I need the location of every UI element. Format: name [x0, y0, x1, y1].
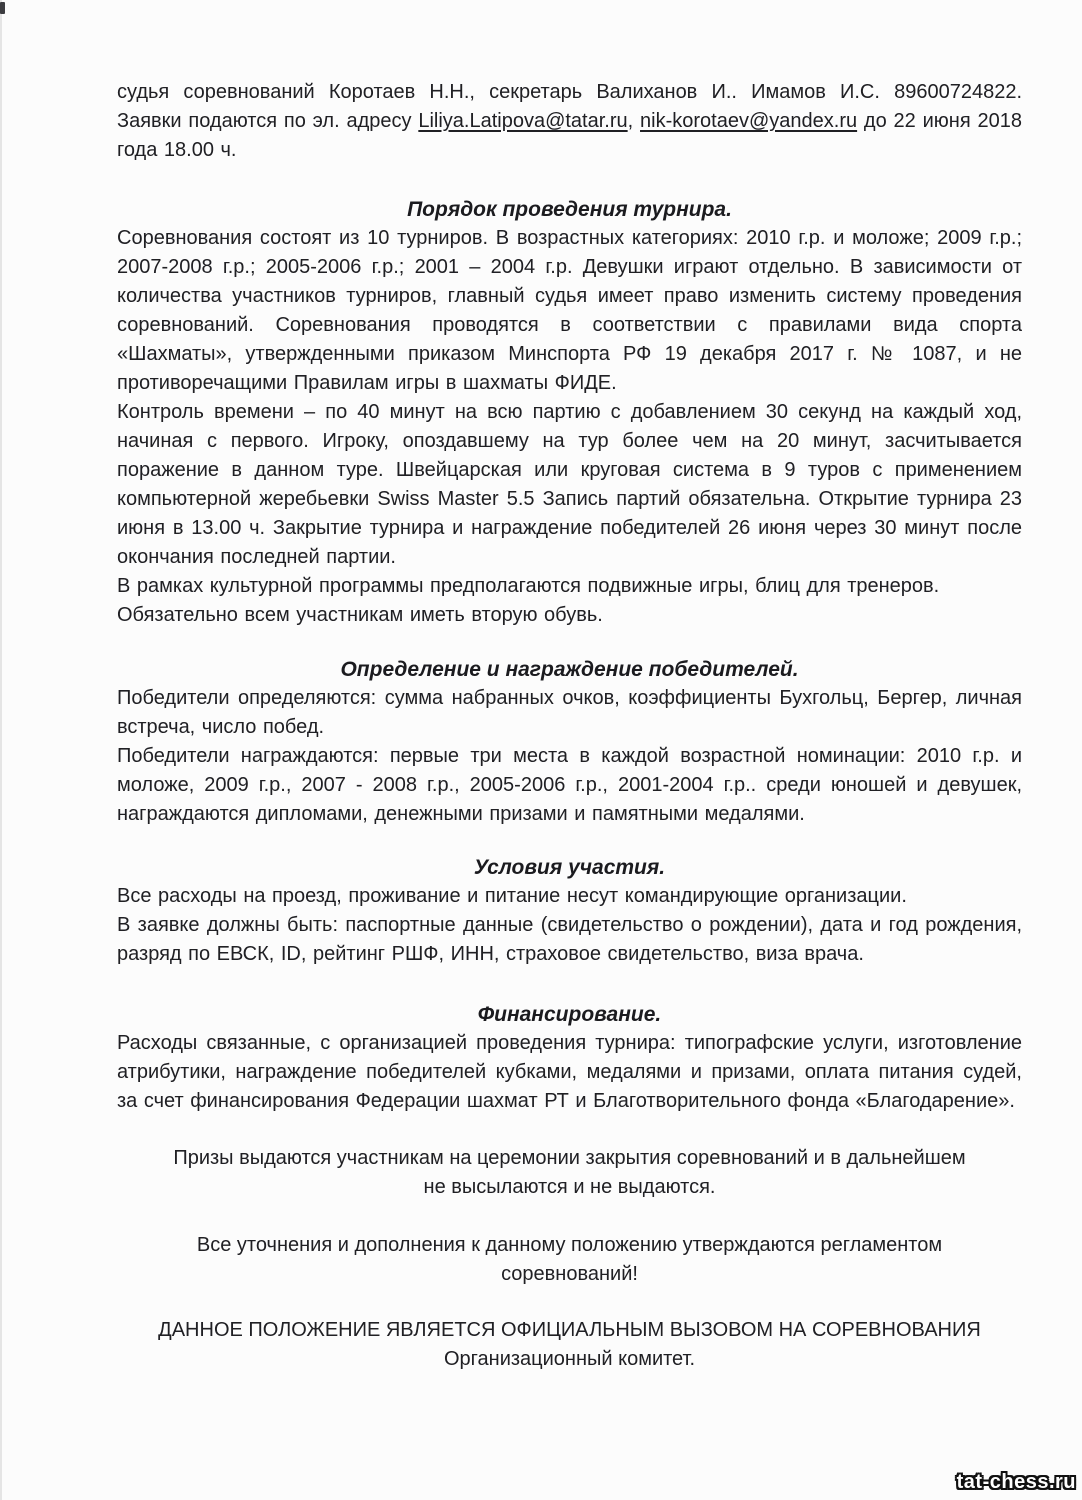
email-link-korotaev[interactable]: nik-korotaev@yandex.ru — [640, 110, 858, 132]
section-heading-financing: Финансирование. — [477, 1003, 662, 1026]
scan-artifact-mark — [0, 2, 5, 14]
section-heading-participation: Условия участия. — [473, 856, 666, 879]
site-watermark: tat-chess.ru — [956, 1471, 1076, 1493]
paragraph-winners-determination: Победители определяются: сумма набранных очков, коэффициенты Бухгольц, Бергер, личная встреча, число побед. — [117, 687, 1022, 738]
prizes-note-line-1: Призы выдаются участникам на церемонии закрытия соревнований и в дальнейшем — [173, 1147, 966, 1169]
intro-text-after: до 22 июня 2018 года 18.00 ч. — [117, 110, 1022, 161]
paragraph-financing-details: Расходы связанные, с организацией проведения турнира: типографские услуги, изготовление атрибутики, награждение победителей кубками, медалями и призами, оплата питания судей, за счет финансирования Федерации шахмат РТ и Благотворительного фонда «Благодарение». — [117, 1032, 1022, 1112]
document-page — [117, 78, 1022, 1374]
amendments-note-line-1: Все уточнения и дополнения к данному положению утверждаются регламентом — [196, 1234, 943, 1256]
paragraph-age-categories: Соревнования состоят из 10 турниров. В возрастных категориях: 2010 г.р. и моложе; 2009 г.р.; 2007-2008 г.р.; 2005-2006 г.р.; 2001 – 2004 г.р. Девушки играют отдельно. В зависимости от количества участников турниров, главный судья имеет право изменить систему проведения соревнований. Соревнования проводятся в соответствии с правилами вида спорта «Шахматы», утвержденными приказом Минспорта РФ 19 декабря 2017 г. № 1087, и не противоречащими Правилам игры в шахматы ФИДЕ. — [117, 227, 1022, 394]
amendments-note — [117, 1231, 1022, 1289]
prizes-note-line-2: не высылаются и не выдаются. — [423, 1176, 716, 1198]
paragraph-expenses: Все расходы на проезд, проживание и питание несут командирующие организации. — [117, 885, 907, 907]
organizing-committee-line: Организационный комитет. — [443, 1348, 696, 1370]
section-heading-tournament-order: Порядок проведения турнира. — [407, 198, 732, 221]
section-heading-winners: Определение и награждение победителей. — [340, 658, 799, 681]
official-call — [117, 1316, 1022, 1374]
paragraph-cultural-program: В рамках культурной программы предполагаются подвижные игры, блиц для тренеров. — [117, 575, 940, 597]
official-call-line: ДАННОЕ ПОЛОЖЕНИЕ ЯВЛЯЕТСЯ ОФИЦИАЛЬНЫМ ВЫЗОВОМ НА СОРЕВНОВАНИЯ — [158, 1319, 981, 1341]
paragraph-winners-awards: Победители награждаются: первые три места в каждой возрастной номинации: 2010 г.р. и моложе, 2009 г.р., 2007 - 2008 г.р., 2005-2006 г.р., 2001-2004 г.р.. среди юношей и девушек, награждаются дипломами, денежными призами и памятными медалями. — [117, 745, 1022, 825]
amendments-note-line-2: соревнований! — [501, 1263, 638, 1285]
paragraph-second-shoes: Обязательно всем участникам иметь вторую обувь. — [117, 604, 603, 626]
intro-text-before: судья соревнований Коротаев Н.Н., секретарь Валиханов И.. Имамов И.С. 89600724822. Заявки подаются по эл. адресу — [117, 81, 1022, 132]
intro-separator: , — [627, 110, 641, 132]
paragraph-application-requirements: В заявке должны быть: паспортные данные (свидетельство о рождении), дата и год рождения, разряд по ЕВСК, ID, рейтинг РШФ, ИНН, страховое свидетельство, виза врача. — [117, 914, 1022, 965]
scan-edge-shadow — [0, 0, 2, 1500]
email-link-latipova[interactable]: Liliya.Latipova@tatar.ru — [418, 110, 628, 132]
paragraph-time-control: Контроль времени – по 40 минут на всю партию с добавлением 30 секунд на каждый ход, начиная с первого. Игроку, опоздавшему на тур более чем на 20 минут, засчитывается поражение в данном туре. Швейцарская или круговая система в 9 туров с применением компьютерной жеребьевки Swiss Master 5.5 Запись партий обязательна. Открытие турнира 23 июня в 13.00 ч. Закрытие турнира и награждение победителей 26 июня через 30 минут после окончания последней партии. — [117, 401, 1022, 568]
prizes-note — [117, 1144, 1022, 1202]
intro-paragraph — [117, 78, 1022, 165]
